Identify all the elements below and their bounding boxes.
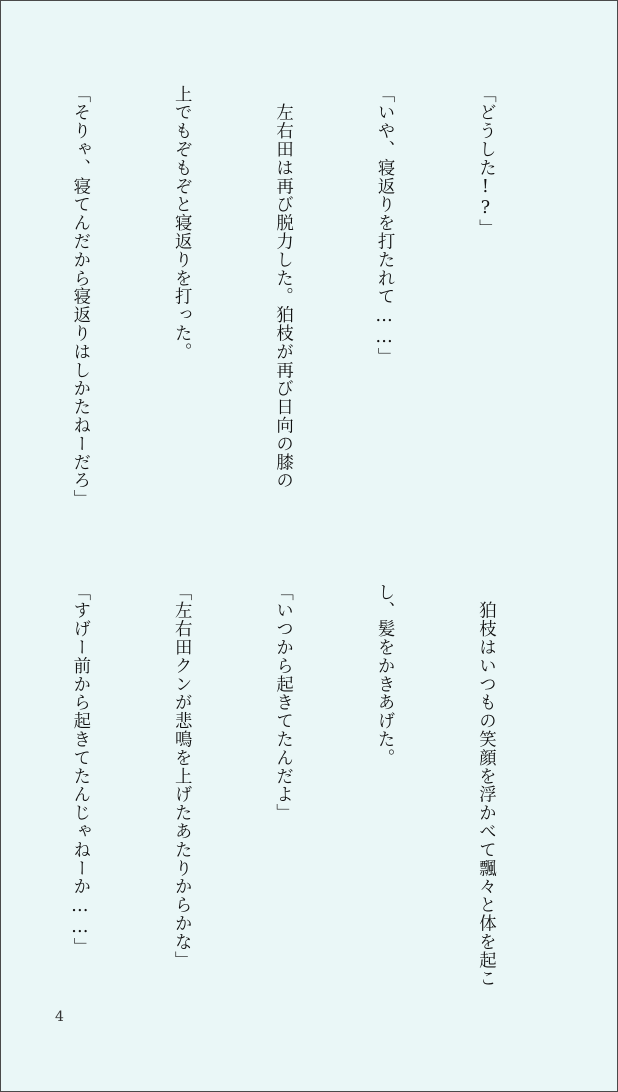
text-line: 狛枝はいつもの笑顔を浮かべて飄々と体を起こ <box>475 583 496 988</box>
text-line: 上でもぞもぞと寝返りを打った。 <box>171 85 192 361</box>
text-line: 「どうした!?」 <box>475 85 496 238</box>
page-number: 4 <box>55 1009 64 1025</box>
text-line: 「左右田クンが悲鳴を上げたあたりからかな」 <box>171 583 192 970</box>
text-block-bottom <box>0 583 569 1025</box>
text-line: 「すげー前から起きてたんじゃねーか……」 <box>69 583 90 957</box>
text-line: 「そりゃ、寝てんだから寝返りはしかたねーだろ」 <box>69 85 90 509</box>
text-block-top <box>0 85 569 537</box>
text-line: し、髪をかきあげた。 <box>374 583 395 767</box>
text-line: 「いつから起きてたんだよ」 <box>272 583 293 823</box>
text-line: 左右田は再び脱力した。狛枝が再び日向の膝の <box>272 85 293 490</box>
text-line: 「いや、寝返りを打たれて……」 <box>374 85 395 367</box>
